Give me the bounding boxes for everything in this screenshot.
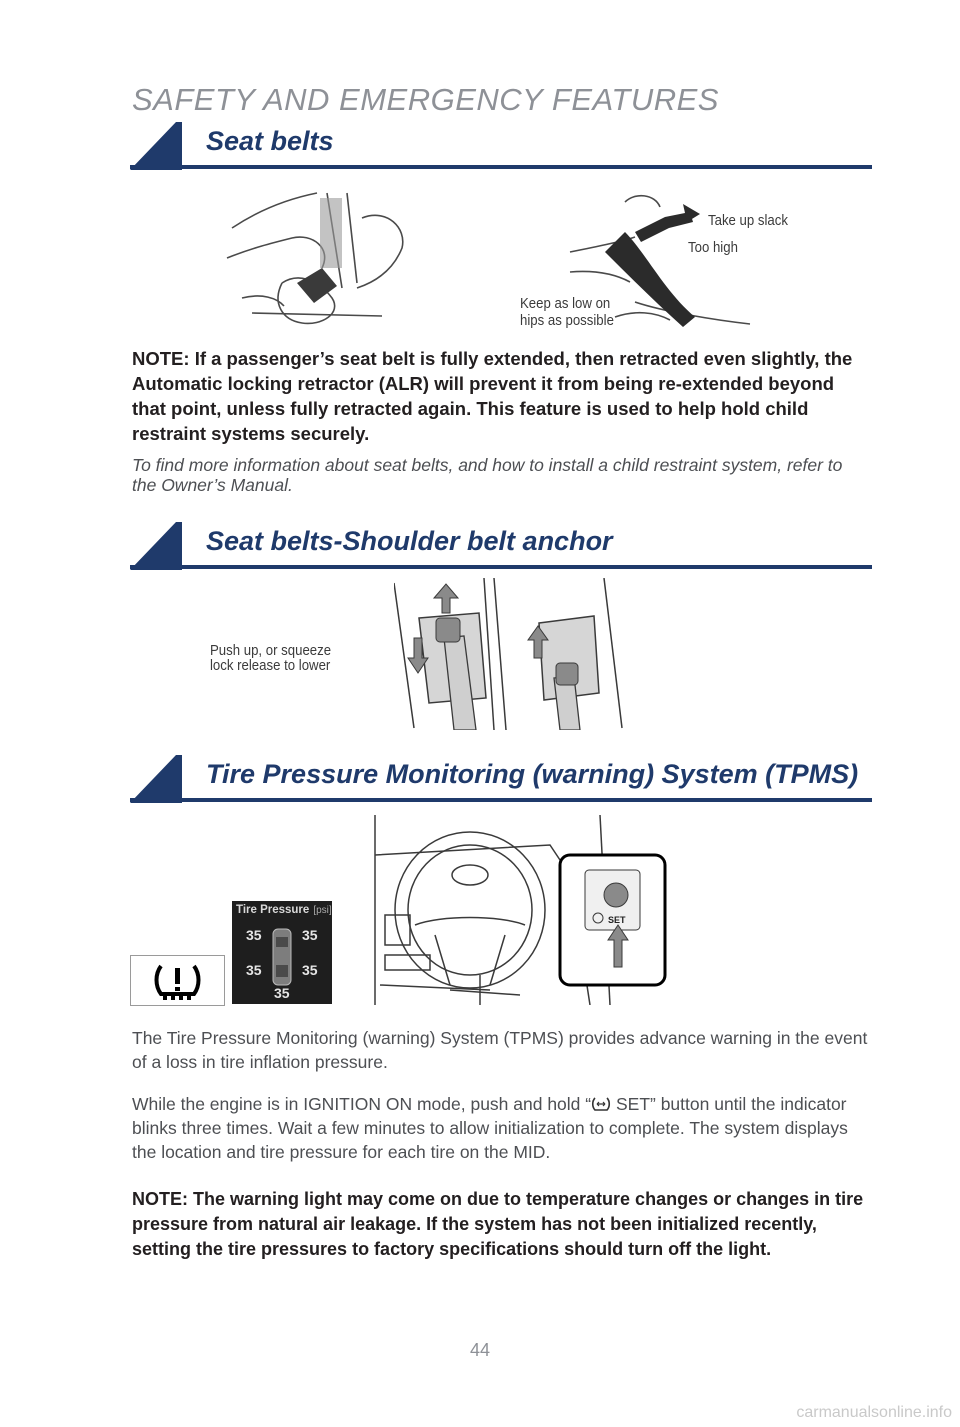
anchor-label-line2: lock release to lower xyxy=(210,657,331,674)
tire-pressure-front-left: 35 xyxy=(246,927,262,943)
take-up-slack-label: Take up slack xyxy=(708,212,788,229)
shoulder-anchor-illustration xyxy=(394,578,624,730)
section-title: Tire Pressure Monitoring (warning) System (TPMS) xyxy=(206,759,859,789)
tpms-set-icon xyxy=(591,1096,611,1112)
page-header: SAFETY AND EMERGENCY FEATURES xyxy=(132,82,719,117)
section-title: Seat belts xyxy=(206,126,334,156)
tpms-description: The Tire Pressure Monitoring (warning) System (TPMS) provides advance warning in the event of a loss in tire inflation pressure. xyxy=(132,1028,868,1072)
seatbelt-note: NOTE: If a passenger’s seat belt is fully extended, then retracted even slightly, the Automatic locking retractor (ALR) will prevent it from being re-extended beyond that point, unless fully retracted again. This feature is used to help hold child restraint systems securely. xyxy=(132,348,853,444)
tire-pressure-front-right: 35 xyxy=(302,927,318,943)
set-button-label: SET xyxy=(608,915,626,925)
keep-low-label-line2: hips as possible xyxy=(520,312,614,329)
tire-pressure-title-text: Tire Pressure xyxy=(236,904,310,916)
section-title: Seat belts-Shoulder belt anchor xyxy=(206,526,613,556)
page-number: 44 xyxy=(469,1340,491,1360)
tpms-instructions-pre: While the engine is in IGNITION ON mode, push and hold “ xyxy=(132,1094,592,1114)
keep-low-label-line1: Keep as low on xyxy=(520,295,611,312)
tire-pressure-spare: 35 xyxy=(274,985,290,1001)
tpms-warning-icon xyxy=(131,956,224,1005)
tire-pressure-title xyxy=(236,904,332,916)
seatbelt-buckle-illustration xyxy=(222,188,412,330)
anchor-label-line1: Push up, or squeeze xyxy=(210,642,332,659)
dashboard-steering-wheel-illustration xyxy=(370,815,670,1005)
tpms-warning-light-box xyxy=(130,955,225,1006)
too-high-label: Too high xyxy=(688,239,738,256)
section-heading-shoulder-belt-anchor xyxy=(130,522,872,570)
tpms-instructions-post: SET” button until the indicator blinks three times. Wait a few minutes to allow initialization to complete. The system displays the location and tire pressure for each tire on the MID. xyxy=(132,1094,848,1162)
section-heading-tpms xyxy=(130,755,872,803)
section-heading-seat-belts xyxy=(130,122,872,170)
tire-pressure-rear-left: 35 xyxy=(246,962,262,978)
tire-pressure-display xyxy=(232,901,332,1004)
vehicle-top-view-icon xyxy=(270,927,294,989)
watermark: carmanualsonline.info xyxy=(796,1404,952,1421)
tpms-note: NOTE: The warning light may come on due to temperature changes or changes in tire pressure from natural air leakage. If the system has not been initialized recently, setting the tire pressures to factory specifications should turn off the light. xyxy=(132,1189,864,1259)
tpms-instructions xyxy=(132,1092,872,1164)
seatbelt-more-info: To find more information about seat belts, and how to install a child restraint system, refer to the Owner’s Manual. xyxy=(132,455,843,495)
tire-pressure-rear-right: 35 xyxy=(302,962,318,978)
tire-pressure-unit: [psi] xyxy=(313,905,332,916)
